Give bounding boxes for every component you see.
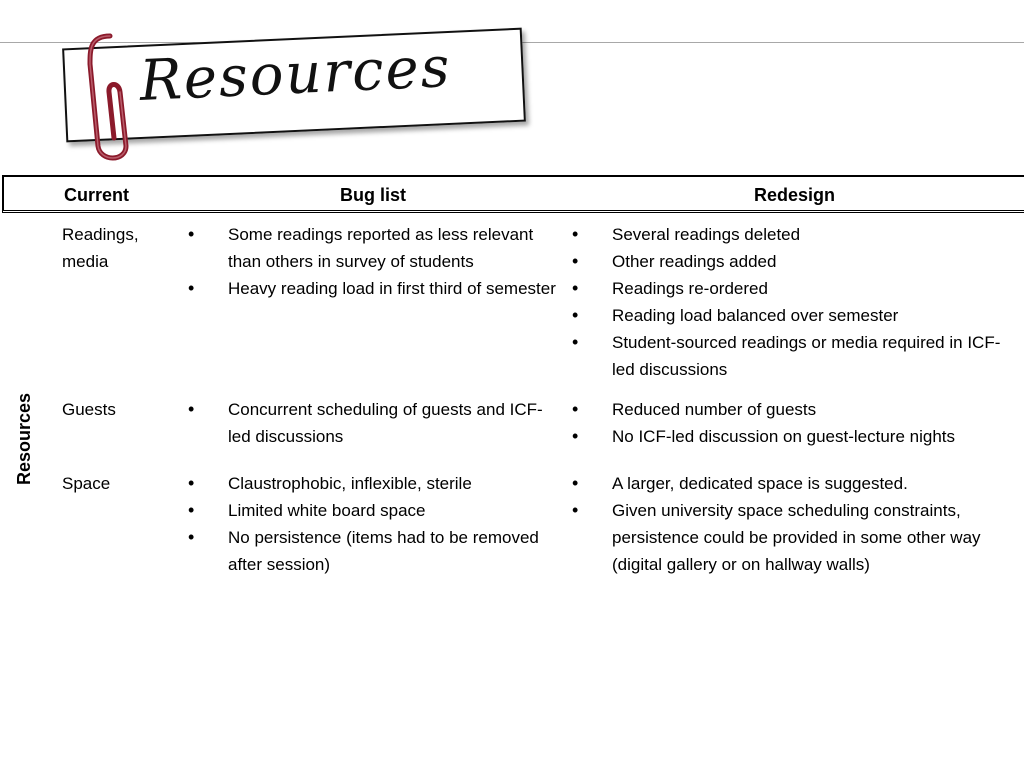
list-item: • Concurrent scheduling of guests and ICF-led discussions bbox=[188, 396, 558, 450]
list-item: • Other readings added bbox=[572, 248, 1012, 275]
list-item: • Reduced number of guests bbox=[572, 396, 1012, 423]
row-current-cell: Readings, media bbox=[62, 225, 139, 271]
list-item: • Readings re-ordered bbox=[572, 275, 1012, 302]
resources-table bbox=[2, 175, 1024, 613]
table-body bbox=[2, 213, 1024, 613]
redesign-cell bbox=[572, 470, 1012, 578]
list-item: • Claustrophobic, inflexible, sterile bbox=[188, 470, 558, 497]
list-item: • Some readings reported as less relevant than others in survey of students bbox=[188, 221, 558, 275]
list-item: • Several readings deleted bbox=[572, 221, 1012, 248]
slide-title: Resources bbox=[138, 34, 453, 114]
redesign-cell bbox=[572, 221, 1012, 383]
list-item: • Given university space scheduling constraints, persistence could be provided in some other way (digital gallery or on hallway walls) bbox=[572, 497, 1012, 578]
paperclip-icon bbox=[72, 28, 142, 168]
list-item: • Heavy reading load in first third of semester bbox=[188, 275, 558, 302]
list-item: • A larger, dedicated space is suggested. bbox=[572, 470, 1012, 497]
list-item: • No persistence (items had to be removed after session) bbox=[188, 524, 558, 578]
header-redesign: Redesign bbox=[754, 185, 836, 205]
list-item: • No ICF-led discussion on guest-lecture nights bbox=[572, 423, 1012, 450]
row-current-cell: Guests bbox=[62, 400, 116, 419]
header-bug-list: Bug list bbox=[340, 185, 406, 205]
table-header-row bbox=[2, 175, 1024, 213]
row-current-cell: Space bbox=[62, 474, 111, 493]
list-item: • Student-sourced readings or media required in ICF-led discussions bbox=[572, 329, 1012, 383]
redesign-cell bbox=[572, 396, 1012, 450]
bug-list-cell bbox=[188, 221, 558, 302]
bug-list-cell bbox=[188, 470, 558, 578]
bug-list-cell bbox=[188, 396, 558, 450]
header-current: Current bbox=[64, 185, 130, 205]
list-item: • Reading load balanced over semester bbox=[572, 302, 1012, 329]
row-group-label: Resources bbox=[14, 392, 34, 485]
list-item: • Limited white board space bbox=[188, 497, 558, 524]
